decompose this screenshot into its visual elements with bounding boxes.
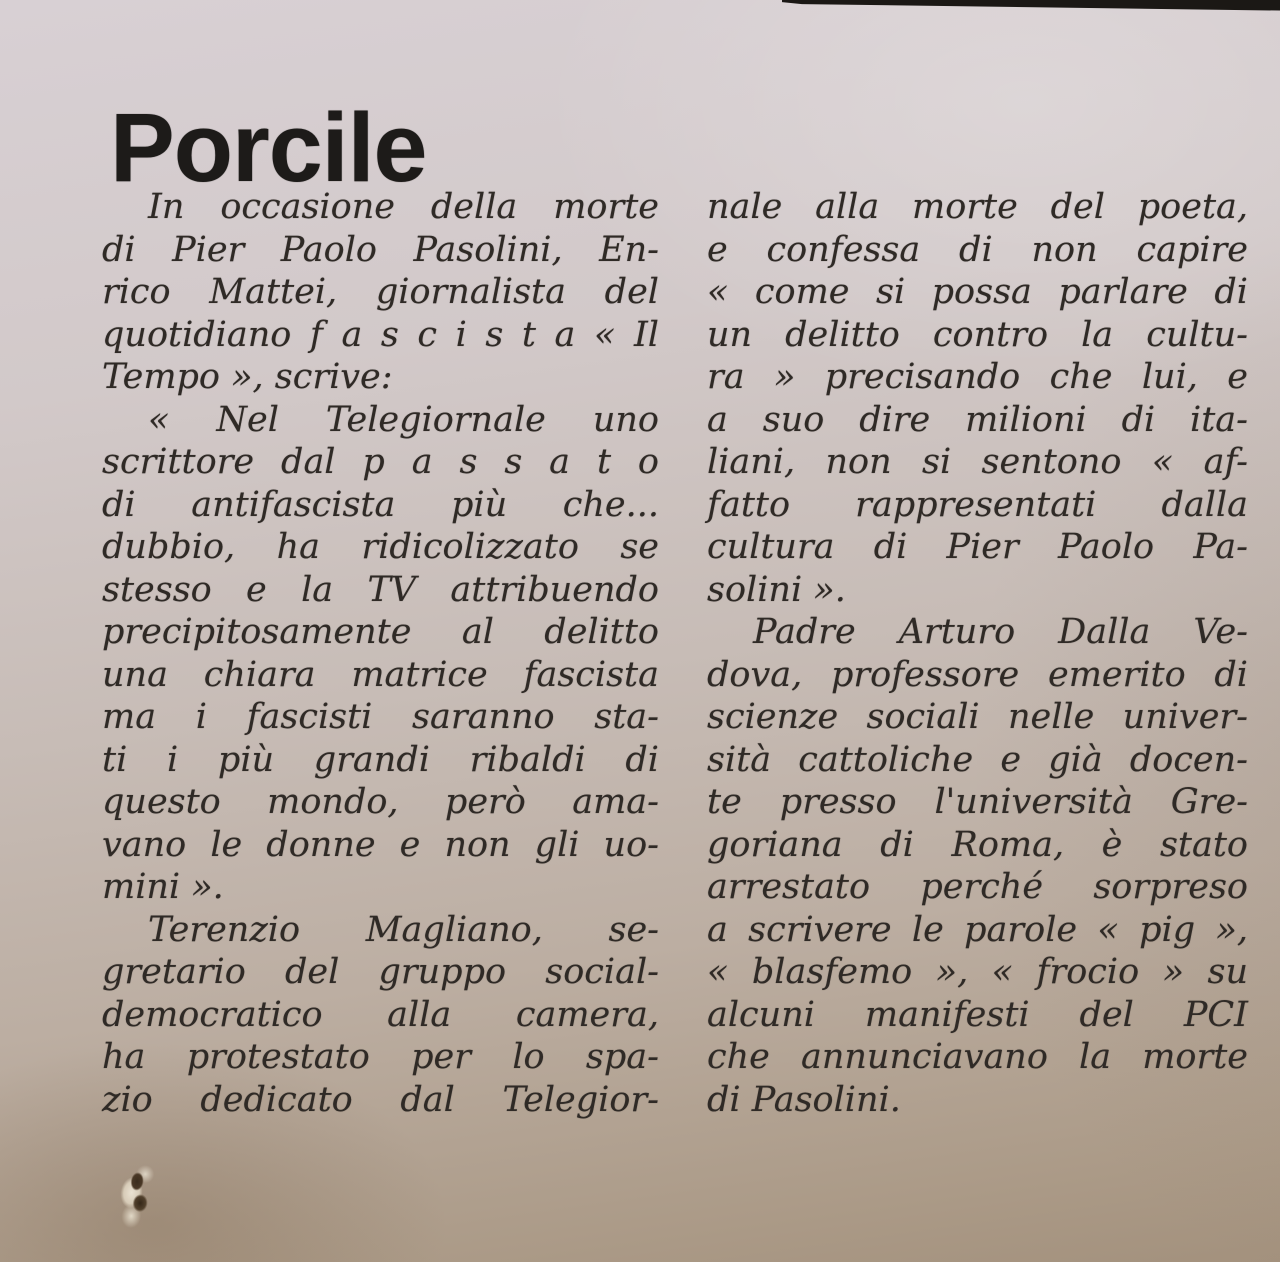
text-line: liani, non si sentono « af- — [707, 442, 1248, 482]
text-line: ti i più grandi ribaldi di — [102, 739, 659, 780]
text-line: a suo dire milioni di ita- — [707, 399, 1248, 440]
text-line: scienze sociali nelle univer- — [707, 697, 1248, 737]
text-line: arrestato perché sorpreso — [707, 867, 1248, 907]
text-line: precipitosamente al delitto — [102, 612, 659, 652]
text-line: goriana di Roma, è stato — [707, 824, 1248, 865]
text-line: vano le donne e non gli uo- — [102, 824, 659, 865]
text-line: sità cattoliche e già docen- — [707, 739, 1248, 780]
text-line: solini ». — [707, 569, 846, 610]
text-line: « Nel Telegiornale uno — [148, 399, 659, 440]
article-column-right — [707, 186, 1248, 1121]
text-line: Padre Arturo Dalla Ve- — [753, 612, 1248, 652]
text-line: una chiara matrice fascista — [102, 654, 659, 695]
article-column-left — [102, 186, 659, 1121]
text-line: di Pasolini. — [707, 1079, 901, 1120]
article-title: Porcile — [110, 92, 427, 202]
text-line: stesso e la TV attribuendo — [102, 569, 659, 610]
text-line: Tempo », scrive: — [102, 357, 393, 397]
text-line: scrittore dal p a s s a t o — [102, 442, 659, 482]
text-line: te presso l'università Gre- — [707, 782, 1248, 822]
text-line: ha protestato per lo spa- — [102, 1037, 659, 1077]
text-line: rico Mattei, giornalista del — [102, 272, 659, 312]
text-line: « come si possa parlare di — [707, 272, 1248, 312]
scan-edge-artifact-bar — [782, 0, 1280, 12]
text-line: un delitto contro la cultu- — [707, 314, 1248, 355]
text-line: di Pier Paolo Pasolini, En- — [102, 229, 659, 270]
text-line: e confessa di non capire — [707, 229, 1248, 270]
text-line: democratico alla camera, — [102, 994, 659, 1035]
text-line: Terenzio Magliano, se- — [148, 909, 659, 950]
text-line: ra » precisando che lui, e — [707, 357, 1248, 397]
text-line: nale alla morte del poeta, — [707, 187, 1248, 227]
text-line: alcuni manifesti del PCI — [707, 994, 1248, 1035]
text-line: questo mondo, però ama- — [102, 782, 659, 822]
paper-hole-artifact — [107, 1159, 166, 1235]
text-line: mini ». — [102, 867, 224, 907]
text-line: In occasione della morte — [148, 187, 659, 227]
text-line: « blasfemo », « frocio » su — [707, 952, 1248, 992]
text-line: che annunciavano la morte — [707, 1037, 1248, 1077]
text-line: ma i fascisti saranno sta- — [102, 697, 659, 737]
text-line: gretario del gruppo social- — [102, 952, 659, 992]
text-line: dubbio, ha ridicolizzato se — [102, 527, 659, 567]
text-line: quotidiano f a s c i s t a « Il — [102, 314, 659, 355]
text-line: a scrivere le parole « pig », — [707, 909, 1248, 950]
text-line: zio dedicato dal Telegior- — [102, 1079, 659, 1120]
article-body — [102, 186, 1248, 1121]
text-line: di antifascista più che... — [102, 484, 659, 525]
text-line: fatto rappresentati dalla — [707, 484, 1248, 525]
text-line: cultura di Pier Paolo Pa- — [707, 527, 1248, 567]
text-line: dova, professore emerito di — [707, 654, 1248, 695]
